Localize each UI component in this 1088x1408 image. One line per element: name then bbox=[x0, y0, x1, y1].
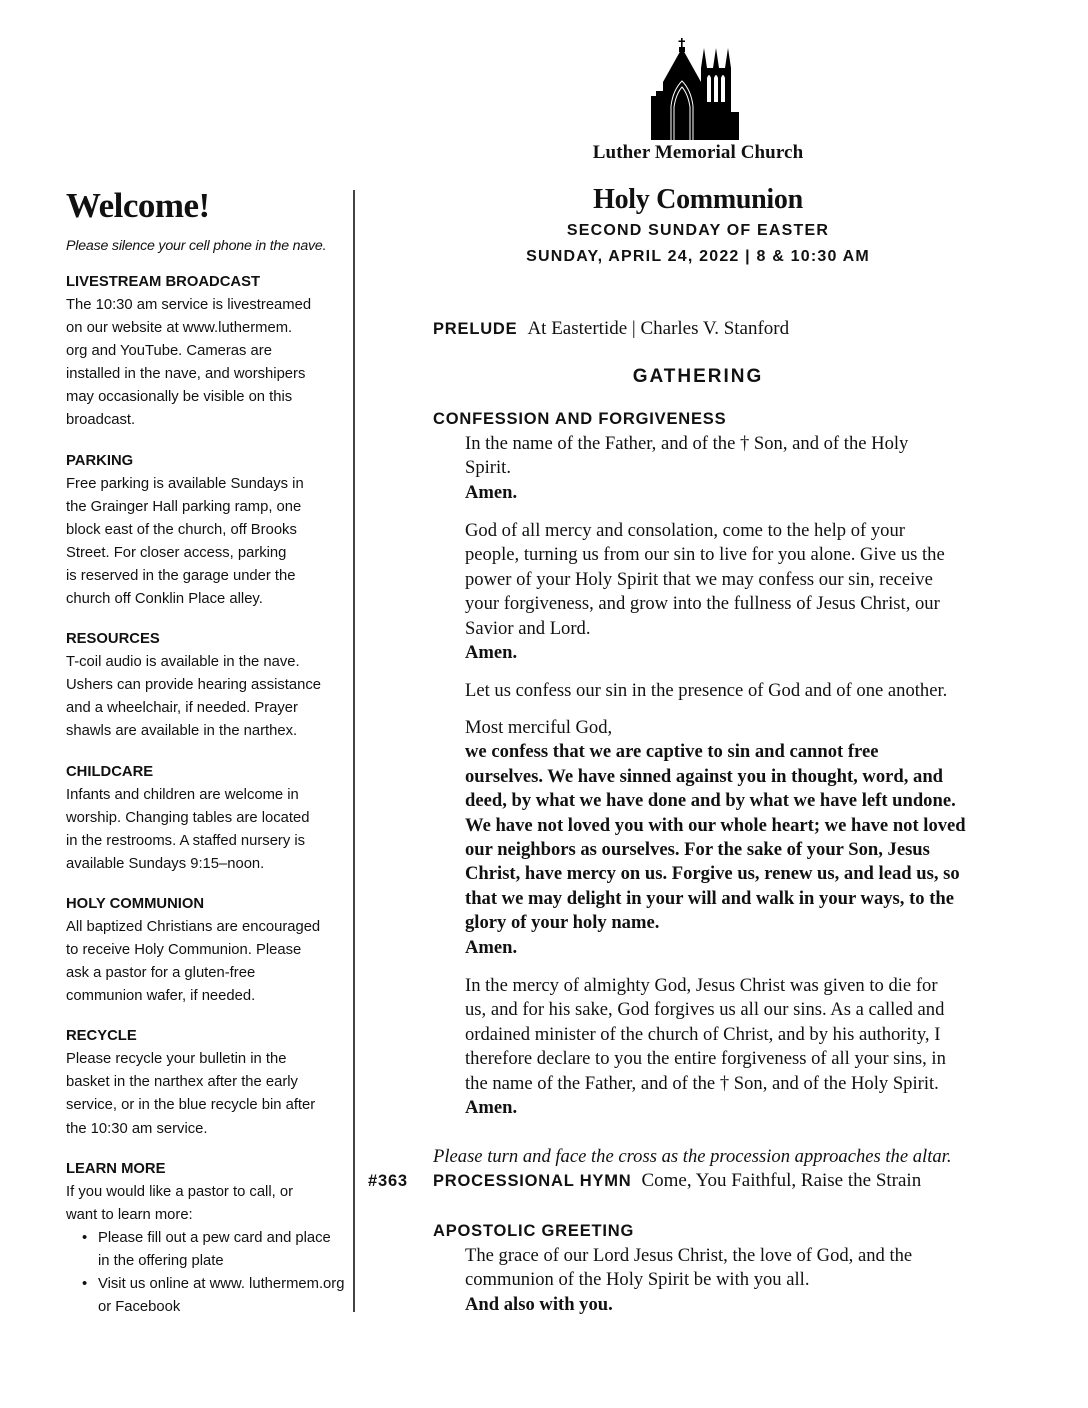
info-line: Ushers can provide hearing assistance bbox=[66, 677, 321, 694]
liturgy-line: In the mercy of almighty God, Jesus Christ was given to die for bbox=[465, 975, 938, 996]
silence-note: Please silence your cell phone in the nave. bbox=[66, 238, 327, 254]
info-line: on our website at www.luthermem. bbox=[66, 320, 293, 337]
welcome-sidebar bbox=[66, 186, 346, 1319]
liturgy-line: power of your Holy Spirit that we may confess our sin, receive bbox=[465, 568, 933, 590]
prayer-of-preparation bbox=[465, 519, 1005, 665]
info-line: and a wheelchair, if needed. Prayer bbox=[66, 700, 298, 717]
invitation-to-confession bbox=[465, 679, 1005, 703]
people-line: glory of your holy name. bbox=[465, 912, 660, 934]
prelude-line bbox=[433, 318, 789, 340]
info-learn-more bbox=[66, 1158, 346, 1320]
info-line: installed in the nave, and worshipers bbox=[66, 366, 306, 383]
church-logo bbox=[586, 34, 810, 164]
info-heading: PARKING bbox=[66, 452, 134, 469]
church-name: Luther Memorial Church bbox=[592, 142, 804, 163]
liturgy-line: people, turning us from our sin to live for you alone. Give us the bbox=[465, 544, 945, 566]
info-line: ask a pastor for a gluten-free bbox=[66, 965, 256, 982]
info-line: is reserved in the garage under the bbox=[66, 567, 296, 584]
people-line: ourselves. We have sinned against you in thought, word, and bbox=[465, 765, 944, 787]
processional-hymn bbox=[433, 1170, 921, 1192]
liturgy-line: Let us confess our sin in the presence of God and of one another. bbox=[465, 680, 948, 701]
column-divider bbox=[353, 190, 355, 1312]
service-date: SUNDAY, APRIL 24, 2022 | 8 & 10:30 AM bbox=[526, 248, 870, 265]
info-line: the Grainger Hall parking ramp, one bbox=[66, 498, 302, 515]
info-body bbox=[66, 651, 346, 743]
absolution bbox=[465, 974, 1005, 1120]
service-title: Holy Communion bbox=[593, 184, 803, 215]
liturgy-line: God of all mercy and consolation, come to the help of your bbox=[465, 520, 905, 541]
greeting-heading: APOSTOLIC GREETING bbox=[433, 1222, 635, 1240]
response-amen: Amen. bbox=[465, 481, 518, 503]
section-heading-gathering: GATHERING bbox=[632, 366, 764, 387]
info-body bbox=[66, 916, 346, 1008]
procession-rubric: Please turn and face the cross as the procession approaches the altar. bbox=[433, 1146, 952, 1167]
info-line: The 10:30 am service is livestreamed bbox=[66, 297, 312, 313]
liturgy-line: therefore declare to you the entire forgiveness of all your sins, in bbox=[465, 1048, 946, 1070]
liturgy-line: ordained minister of the church of Christ, and by his authority, I bbox=[465, 1023, 941, 1045]
info-body bbox=[66, 784, 346, 876]
info-holy-communion bbox=[66, 893, 346, 1008]
info-parking bbox=[66, 450, 346, 612]
hymn-number: #363 bbox=[368, 1172, 408, 1190]
response-amen: Amen. bbox=[465, 642, 518, 664]
info-line: Please recycle your bulletin in the bbox=[66, 1051, 287, 1068]
info-line: Free parking is available Sundays in bbox=[66, 475, 304, 492]
info-line: org and YouTube. Cameras are bbox=[66, 343, 272, 360]
info-line: worship. Changing tables are located bbox=[66, 809, 310, 826]
people-response: And also with you. bbox=[465, 1293, 613, 1315]
info-line: may occasionally be visible on this bbox=[66, 389, 293, 406]
info-line: basket in the narthex after the early bbox=[66, 1074, 298, 1091]
info-line: Infants and children are welcome in bbox=[66, 786, 299, 803]
response-amen: Amen. bbox=[465, 936, 518, 958]
info-heading: CHILDCARE bbox=[66, 763, 154, 780]
info-line: block east of the church, off Brooks bbox=[66, 521, 297, 538]
welcome-title: Welcome! bbox=[66, 186, 210, 225]
info-line: available Sundays 9:15–noon. bbox=[66, 855, 265, 872]
liturgy-line: communion of the Holy Spirit be with you all. bbox=[465, 1269, 810, 1291]
response-amen: Amen. bbox=[465, 1097, 518, 1119]
info-line: communion wafer, if needed. bbox=[66, 988, 256, 1005]
learn-more-list bbox=[66, 1227, 346, 1319]
confession-heading: CONFESSION AND FORGIVENESS bbox=[433, 410, 727, 428]
info-line: Street. For closer access, parking bbox=[66, 544, 287, 561]
info-line: in the restrooms. A staffed nursery is bbox=[66, 832, 306, 849]
info-line: All baptized Christians are encouraged bbox=[66, 918, 321, 935]
info-heading: HOLY COMMUNION bbox=[66, 895, 205, 912]
liturgy-line: Savior and Lord. bbox=[465, 617, 591, 639]
liturgy-line: Spirit. bbox=[465, 457, 511, 479]
liturgy-line: your forgiveness, and grow into the fullness of Jesus Christ, our bbox=[465, 593, 940, 615]
liturgy-line: Most merciful God, bbox=[465, 717, 613, 738]
liturgy-line: In the name of the Father, and of the † Son, and of the Holy bbox=[465, 433, 909, 454]
liturgy-line: The grace of our Lord Jesus Christ, the love of God, and the bbox=[465, 1245, 913, 1266]
info-line: shawls are available in the narthex. bbox=[66, 723, 298, 740]
info-heading: RECYCLE bbox=[66, 1028, 137, 1045]
invocation bbox=[465, 432, 1005, 505]
liturgy-line: us, and for his sake, God forgives us all our sins. As a called and bbox=[465, 999, 945, 1021]
list-item: • Please fill out a pew card and place in the offering plate bbox=[82, 1227, 346, 1273]
info-heading: LEARN MORE bbox=[66, 1160, 166, 1177]
prelude-text: At Eastertide | Charles V. Stanford bbox=[527, 318, 790, 339]
service-subtitle: SECOND SUNDAY OF EASTER bbox=[566, 222, 830, 239]
info-line: broadcast. bbox=[66, 412, 136, 429]
info-line: to receive Holy Communion. Please bbox=[66, 941, 302, 958]
church-building-icon bbox=[651, 34, 745, 140]
info-line: the 10:30 am service. bbox=[66, 1120, 208, 1137]
people-line: we confess that we are captive to sin and cannot free bbox=[465, 741, 879, 763]
info-line: want to learn more: bbox=[66, 1206, 193, 1223]
info-heading: LIVESTREAM BROADCAST bbox=[66, 274, 261, 290]
info-body bbox=[66, 1048, 346, 1140]
hymn-label: PROCESSIONAL HYMN bbox=[433, 1172, 632, 1190]
info-line: service, or in the blue recycle bin after bbox=[66, 1097, 316, 1114]
info-line: If you would like a pastor to call, or bbox=[66, 1183, 293, 1200]
people-line: deed, by what we have done and by what we have left undone. bbox=[465, 790, 956, 812]
people-line: Christ, have mercy on us. Forgive us, renew us, and lead us, so bbox=[465, 863, 960, 885]
info-recycle bbox=[66, 1025, 346, 1140]
liturgy-line: the name of the Father, and of the † Son, and of the Holy Spirit. bbox=[465, 1072, 939, 1094]
hymn-title: Come, You Faithful, Raise the Strain bbox=[641, 1170, 922, 1191]
list-item: • Visit us online at www. luthermem.org or Facebook bbox=[82, 1273, 346, 1319]
people-line: our neighbors as ourselves. For the sake of your Son, Jesus bbox=[465, 839, 930, 861]
people-line: that we may delight in your will and walk in your ways, to the bbox=[465, 887, 955, 909]
info-heading: RESOURCES bbox=[66, 631, 160, 648]
info-livestream bbox=[66, 271, 346, 433]
info-childcare bbox=[66, 761, 346, 876]
confession-prayer bbox=[465, 716, 1005, 960]
info-line: church off Conklin Place alley. bbox=[66, 591, 263, 608]
prelude-label: PRELUDE bbox=[433, 320, 518, 338]
info-body bbox=[66, 1181, 346, 1227]
info-body bbox=[66, 473, 346, 612]
apostolic-greeting bbox=[465, 1244, 1005, 1317]
people-line: We have not loved you with our whole heart; we have not loved bbox=[465, 814, 966, 836]
info-body bbox=[66, 294, 346, 433]
info-resources bbox=[66, 628, 346, 743]
info-line: T-coil audio is available in the nave. bbox=[66, 654, 300, 671]
